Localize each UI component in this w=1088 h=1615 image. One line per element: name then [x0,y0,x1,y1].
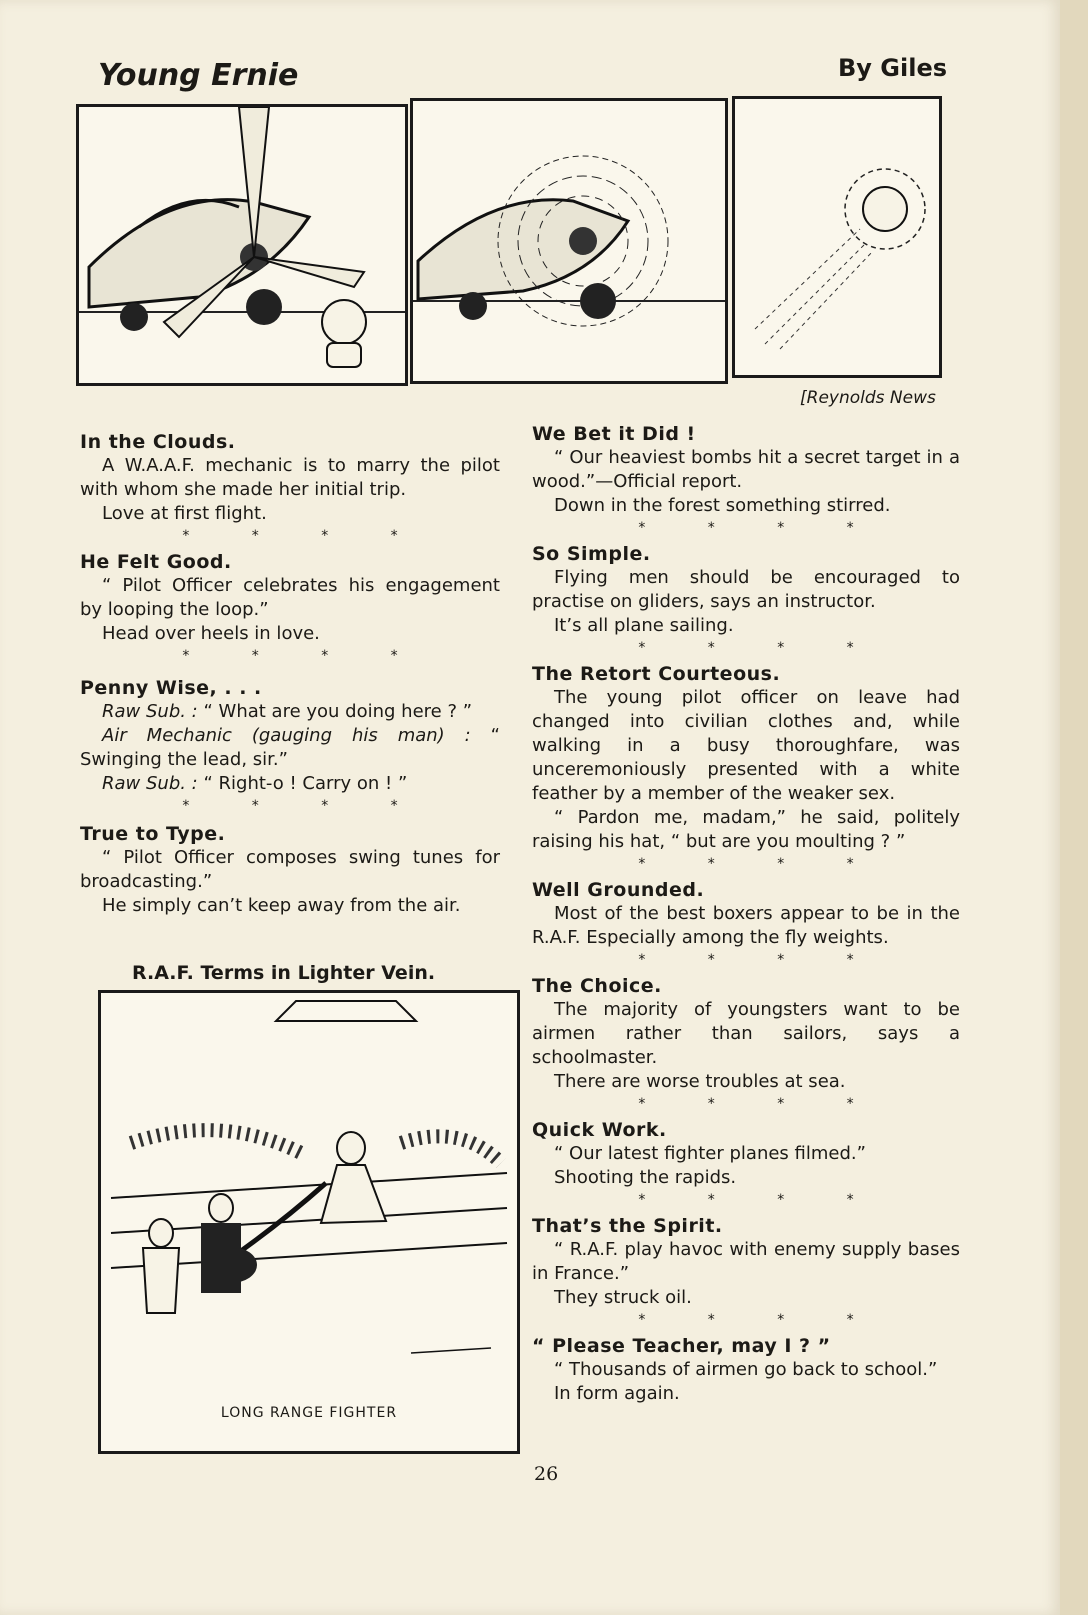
item-text: Shooting the rapids. [554,1167,737,1188]
item-text: The young pilot officer on leave had changed into civilian clothes and, while walking in a busy thoroughfare, was unceremoniously presented with a white feather by a member of the weaker sex. [532,687,960,804]
item-heading: True to Type. [80,823,226,845]
dialogue-line [80,724,500,772]
item-text: “ Thousands of airmen go back to school.” [554,1359,938,1380]
item-text: Most of the best boxers appear to be in the R.A.F. Especially among the fly weights. [532,903,960,948]
comic-panel-3-drawing [735,99,939,375]
item-heading: He Felt Good. [80,551,232,573]
comic-panel-1 [76,104,408,386]
speaker-label: Raw Sub. : [102,773,198,794]
item-text: “ Our latest fighter planes filmed.” [554,1143,866,1164]
comic-panel-2 [410,98,728,384]
dialogue-text: “ Right-o ! Carry on ! ” [203,773,408,794]
comic-panel-2-drawing [413,101,725,381]
left-column [80,430,500,918]
item-heading: Well Grounded. [532,879,705,901]
item-text: “ Pilot Officer celebrates his engagement by looping the loop.” [80,575,500,620]
item-heading: That’s the Spirit. [532,1215,723,1237]
comic-title: Young Ernie [98,58,299,93]
separator-stars: * * * * [638,1096,854,1112]
separator-stars: * * * * [638,1312,854,1328]
dialogue-line [80,772,500,796]
item-heading: “ Please Teacher, may I ? ” [532,1335,831,1357]
separator-stars: * * * * [638,952,854,968]
item-text: The majority of youngsters want to be airmen rather than sailors, says a schoolmaster. [532,999,960,1068]
cartoon-drawing [101,993,517,1451]
cartoon-caption: LONG RANGE FIGHTER [220,1405,398,1421]
page-number: 26 [534,1463,559,1485]
comic-credit: [Reynolds News [800,388,936,408]
comic-panel-3 [732,96,942,378]
item-text: There are worse troubles at sea. [554,1071,846,1092]
item-heading: In the Clouds. [80,431,236,453]
item-text: It’s all plane sailing. [554,615,734,636]
item-heading: We Bet it Did ! [532,423,696,445]
separator-stars: * * * * [638,640,854,656]
separator-stars: * * * * [638,520,854,536]
item-heading: Quick Work. [532,1119,667,1141]
item-text: Head over heels in love. [102,623,320,644]
speaker-label: Air Mechanic (gauging his man) : [102,725,471,746]
item-text: Flying men should be encouraged to practise on gliders, says an instructor. [532,567,960,612]
item-heading: So Simple. [532,543,651,565]
dialogue-text: “ What are you doing here ? ” [203,701,473,722]
cartoon-heading: R.A.F. Terms in Lighter Vein. [132,962,436,984]
item-text: “ Our heaviest bombs hit a secret target in a wood.”—Official report. [532,447,960,492]
separator-stars: * * * * [638,1192,854,1208]
dialogue-text: “ Swinging the lead, sir.” [80,725,500,770]
separator-stars: * * * * [638,856,854,872]
comic-panel-1-drawing [79,107,405,383]
separator-stars: * * * * [182,648,398,664]
item-text: A W.A.A.F. mechanic is to marry the pilot with whom she made her initial trip. [80,455,500,500]
item-text: In form again. [554,1383,680,1404]
dialogue-line [80,700,500,724]
page-edge [1060,0,1088,1615]
item-heading: Penny Wise, . . . [80,677,262,699]
item-text: “ R.A.F. play havoc with enemy supply bases in France.” [532,1239,960,1284]
separator-stars: * * * * [182,798,398,814]
speaker-label: Raw Sub. : [102,701,198,722]
item-text: Love at first flight. [102,503,267,524]
item-heading: The Retort Courteous. [532,663,781,685]
right-column [532,422,960,1406]
item-text: He simply can’t keep away from the air. [102,895,461,916]
item-text: They struck oil. [554,1287,692,1308]
item-text: Down in the forest something stirred. [554,495,891,516]
item-text: “ Pardon me, madam,” he said, politely raising his hat, “ but are you moulting ? ” [532,807,960,852]
cartoon-panel [98,990,520,1454]
separator-stars: * * * * [182,528,398,544]
comic-byline: By Giles [838,54,948,82]
item-heading: The Choice. [532,975,662,997]
item-text: “ Pilot Officer composes swing tunes for broadcasting.” [80,847,500,892]
